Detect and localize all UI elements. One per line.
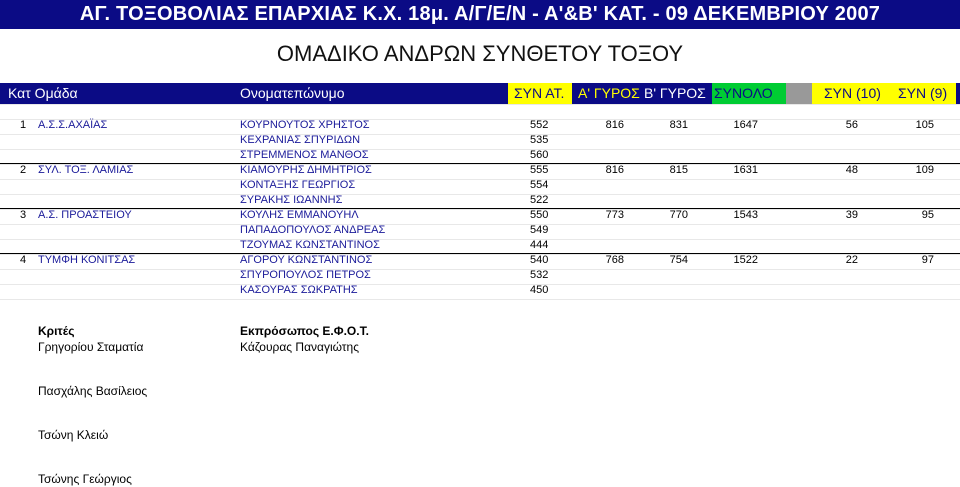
judge-name: Τσώνης Γεώργιος [38, 472, 132, 486]
syn9-count: 109 [915, 164, 934, 176]
team-rank: 1 [20, 119, 27, 131]
syn9-count: 97 [921, 254, 934, 266]
archer-name: ΣΤΡΕΜΜΕΝΟΣ ΜΑΝΘΟΣ [240, 149, 369, 161]
judge-name: Πασχάλης Βασίλειος [38, 384, 148, 398]
header-syn-at: ΣΥΝ ΑΤ. [508, 83, 572, 104]
archer-score: 532 [530, 269, 549, 281]
archer-name: ΚΟΥΛΗΣ ΕΜΜΑΝΟΥΗΛ [240, 209, 359, 221]
archer-score: 550 [530, 209, 549, 221]
representative-label: Εκπρόσωπος Ε.Φ.Ο.Τ. [240, 324, 369, 338]
team-name: ΤΥΜΦΗ ΚΟΝΙΤΣΑΣ [38, 254, 136, 266]
archer-name: ΚΑΣΟΥΡΑΣ ΣΩΚΡΑΤΗΣ [240, 284, 358, 296]
team-rank: 4 [20, 254, 27, 266]
archer-score: 554 [530, 179, 549, 191]
group-separator [0, 208, 960, 209]
total-score: 1631 [733, 164, 758, 176]
archer-score: 560 [530, 149, 549, 161]
total-score: 1543 [733, 209, 758, 221]
round-a-score: 816 [605, 119, 624, 131]
judges-label: Κριτές [38, 324, 75, 338]
team-name: ΣΥΛ. ΤΟΞ. ΛΑΜΙΑΣ [38, 164, 134, 176]
judge-name: Γρηγορίου Σταματία [38, 340, 144, 354]
round-b-score: 815 [669, 164, 688, 176]
header-total: ΣΥΝΟΛΟ [712, 83, 786, 104]
archer-score: 450 [530, 284, 549, 296]
syn9-count: 95 [921, 209, 934, 221]
round-b-score: 754 [669, 254, 688, 266]
total-score: 1647 [733, 119, 758, 131]
round-a-score: 816 [605, 164, 624, 176]
team-rank: 3 [20, 209, 27, 221]
archer-score: 444 [530, 239, 549, 251]
syn9-count: 105 [915, 119, 934, 131]
archer-score: 549 [530, 224, 549, 236]
header-spacer [786, 83, 812, 104]
archer-score: 522 [530, 194, 549, 206]
archer-name: ΑΓΟΡΟΥ ΚΩΝΣΤΑΝΤΙΝΟΣ [240, 254, 373, 266]
judge-name: Τσώνη Κλειώ [38, 428, 109, 442]
header-rank-team: Κατ Ομάδα [8, 85, 78, 101]
table-header [0, 83, 960, 104]
syn10-count: 22 [845, 254, 858, 266]
archer-score: 535 [530, 134, 549, 146]
syn10-count: 56 [845, 119, 858, 131]
header-round-b: Β' ΓΥΡΟΣ [644, 85, 706, 101]
syn10-count: 39 [845, 209, 858, 221]
representative-name: Κάζουρας Παναγιώτης [240, 340, 360, 354]
archer-name: ΠΑΠΑΔΟΠΟΥΛΟΣ ΑΝΔΡΕΑΣ [240, 224, 386, 236]
archer-name: ΣΥΡΑΚΗΣ ΙΩΑΝΝΗΣ [240, 194, 343, 206]
header-syn10: ΣΥΝ (10) [812, 83, 888, 104]
archer-name: ΚΙΑΜΟΥΡΗΣ ΔΗΜΗΤΡΙΟΣ [240, 164, 372, 176]
group-separator [0, 163, 960, 164]
archer-score: 540 [530, 254, 549, 266]
archer-name: ΚΕΧΡΑΝΙΑΣ ΣΠΥΡΙΔΩΝ [240, 134, 361, 146]
header-round-a: Α' ΓΥΡΟΣ [578, 85, 640, 101]
archer-score: 552 [530, 119, 549, 131]
round-a-score: 773 [605, 209, 624, 221]
archer-name: ΚΟΝΤΑΞΗΣ ΓΕΩΡΓΙΟΣ [240, 179, 356, 191]
team-rank: 2 [20, 164, 27, 176]
header-syn9: ΣΥΝ (9) [888, 83, 956, 104]
archer-name: ΚΟΥΡΝΟΥΤΟΣ ΧΡΗΣΤΟΣ [240, 119, 370, 131]
total-score: 1522 [733, 254, 758, 266]
header-name: Ονοματεπώνυμο [240, 85, 345, 101]
round-a-score: 768 [605, 254, 624, 266]
round-b-score: 831 [669, 119, 688, 131]
team-name: Α.Σ. ΠΡΟΑΣΤΕΙΟΥ [38, 209, 132, 221]
page-title: ΑΓ. ΤΟΞΟΒΟΛΙΑΣ ΕΠΑΡΧΙΑΣ Κ.Χ. 18μ. Α/Γ/Ε/Ν - Α'&Β' ΚΑΤ. - 09 ΔΕΚΕΜΒΡΙΟΥ 2007 [0, 0, 960, 29]
group-separator [0, 253, 960, 254]
team-name: Α.Σ.Σ.ΑΧΑΪΑΣ [38, 119, 108, 131]
archer-score: 555 [530, 164, 549, 176]
archer-name: ΣΠΥΡΟΠΟΥΛΟΣ ΠΕΤΡΟΣ [240, 269, 371, 281]
results-area [0, 104, 960, 301]
syn10-count: 48 [845, 164, 858, 176]
archer-name: ΤΖΟΥΜΑΣ ΚΩΝΣΤΑΝΤΙΝΟΣ [240, 239, 380, 251]
event-subtitle: ΟΜΑΔΙΚΟ ΑΝΔΡΩΝ ΣΥΝΘΕΤΟΥ ΤΟΞΟΥ [276, 41, 684, 66]
round-b-score: 770 [669, 209, 688, 221]
